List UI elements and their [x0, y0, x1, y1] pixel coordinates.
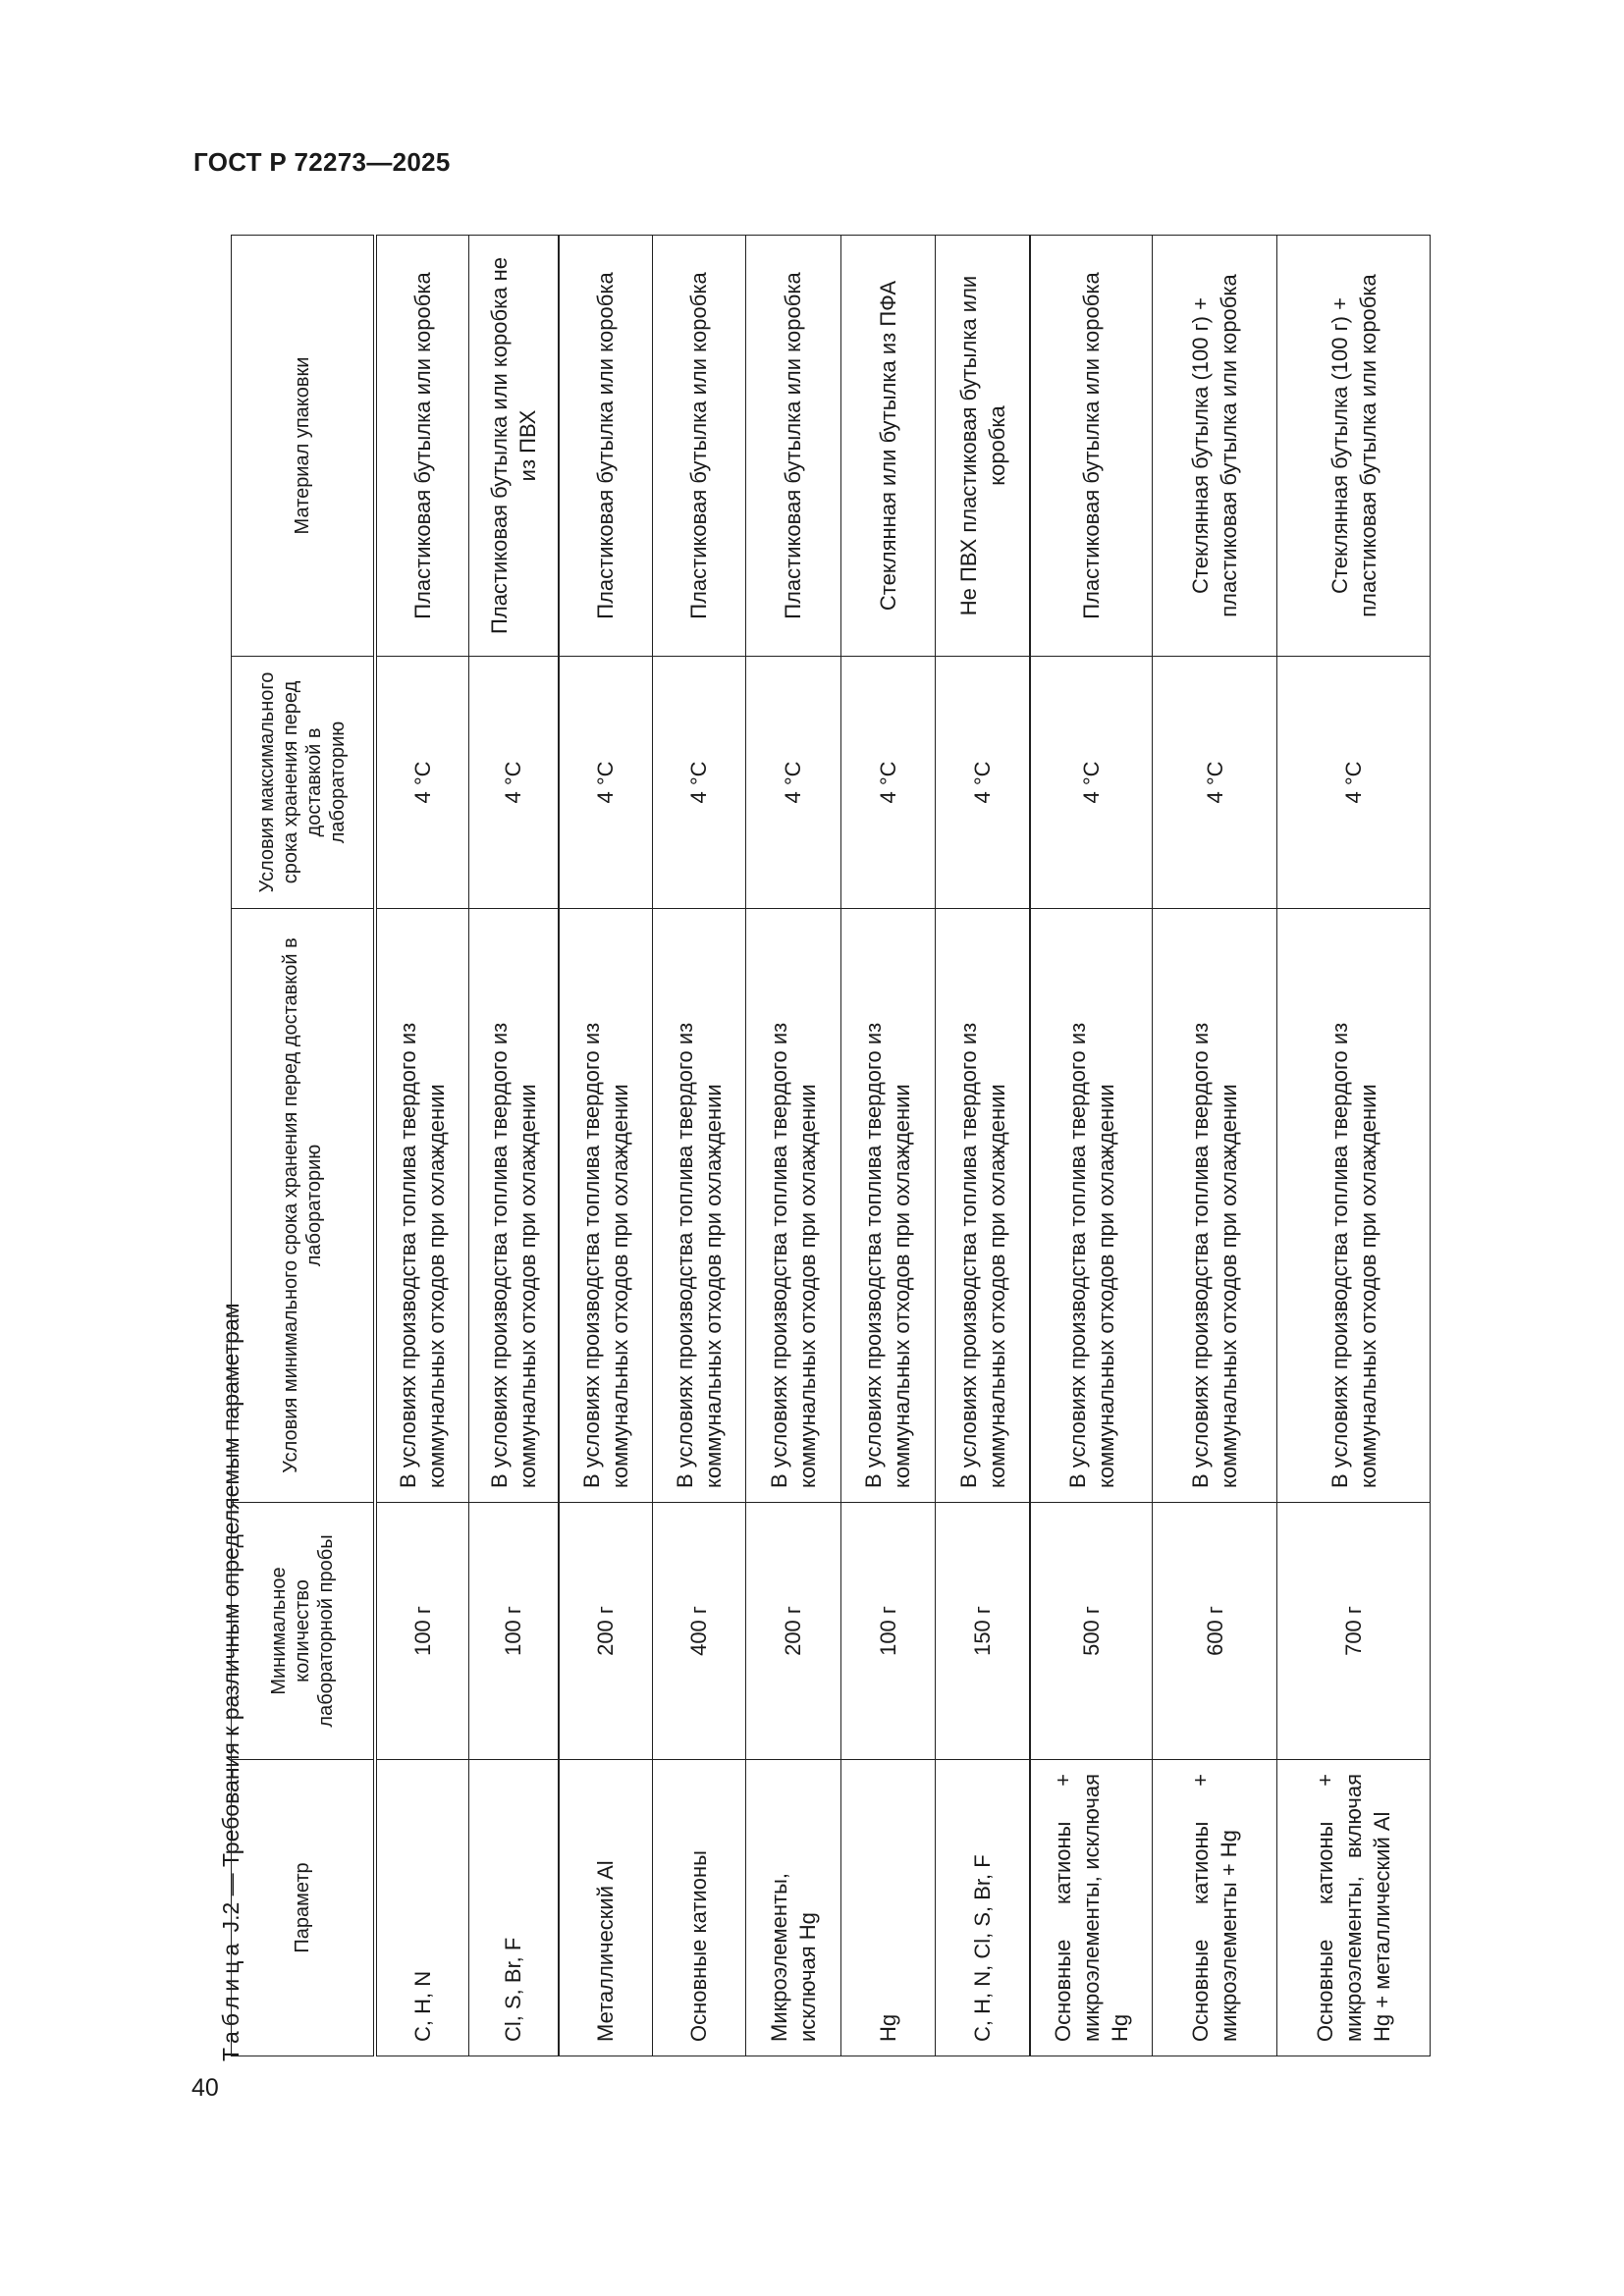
caption-number: J.2	[218, 1901, 244, 1933]
column-header-packaging: Материал упаковки	[232, 236, 375, 657]
column-header-min-storage: Условия минимального срока хранения перед доставкой в лабораторию	[232, 909, 375, 1503]
table-row	[746, 236, 841, 2056]
cell-min-quantity: 700 г	[1277, 1503, 1431, 1760]
table-row	[1277, 236, 1431, 2056]
cell-min-storage: В условиях производства топлива твердого из коммунальных отходов при охлаждении	[375, 909, 469, 1503]
cell-min-quantity: 100 г	[375, 1503, 469, 1760]
cell-parameter: C, H, N, Cl, S, Br, F	[936, 1760, 1031, 2056]
cell-packaging: Пластиковая бутылка или коробка	[746, 236, 841, 657]
cell-parameter: Основные катионы + микроэлементы, исключая Hg	[1030, 1760, 1153, 2056]
table-row	[468, 236, 559, 2056]
cell-packaging: Стеклянная бутылка (100 г) + пластиковая бутылка или коробка	[1153, 236, 1277, 657]
cell-max-storage: 4 °С	[375, 657, 469, 909]
cell-min-quantity: 400 г	[652, 1503, 746, 1760]
cell-min-quantity: 100 г	[468, 1503, 559, 1760]
cell-max-storage: 4 °С	[652, 657, 746, 909]
table-body	[375, 236, 1431, 2056]
cell-packaging: Пластиковая бутылка или коробка не из ПВХ	[468, 236, 559, 657]
cell-min-storage: В условиях производства топлива твердого из коммунальных отходов при охлаждении	[652, 909, 746, 1503]
table-header-row	[232, 236, 375, 2056]
caption-dash: —	[218, 1873, 244, 1896]
table-row	[840, 236, 936, 2056]
cell-min-storage: В условиях производства топлива твердого из коммунальных отходов при охлаждении	[936, 909, 1031, 1503]
table-row	[1153, 236, 1277, 2056]
cell-packaging: Пластиковая бутылка или коробка	[559, 236, 653, 657]
cell-min-storage: В условиях производства топлива твердого из коммунальных отходов при охлаждении	[1277, 909, 1431, 1503]
cell-parameter: Металлический Al	[559, 1760, 653, 2056]
cell-min-storage: В условиях производства топлива твердого из коммунальных отходов при охлаждении	[559, 909, 653, 1503]
cell-min-quantity: 600 г	[1153, 1503, 1277, 1760]
cell-min-quantity: 200 г	[746, 1503, 841, 1760]
cell-max-storage: 4 °С	[468, 657, 559, 909]
page-number: 40	[191, 2074, 219, 2102]
requirements-table-wrapper	[231, 236, 1431, 2056]
cell-parameter: Основные катионы	[652, 1760, 746, 2056]
requirements-table	[231, 235, 1431, 2056]
cell-min-storage: В условиях производства топлива твердого из коммунальных отходов при охлаждении	[1030, 909, 1153, 1503]
table-row	[936, 236, 1031, 2056]
cell-min-quantity: 500 г	[1030, 1503, 1153, 1760]
document-header: ГОСТ Р 72273—2025	[193, 147, 451, 177]
cell-max-storage: 4 °С	[936, 657, 1031, 909]
cell-packaging: Пластиковая бутылка или коробка	[1030, 236, 1153, 657]
cell-min-storage: В условиях производства топлива твердого из коммунальных отходов при охлаждении	[468, 909, 559, 1503]
cell-packaging: Стеклянная бутылка (100 г) + пластиковая бутылка или коробка	[1277, 236, 1431, 657]
cell-parameter: Основные катионы + микроэлементы + Hg	[1153, 1760, 1277, 2056]
caption-title: Требования к различным определяемым параметрам	[218, 1303, 244, 1867]
cell-packaging: Пластиковая бутылка или коробка	[375, 236, 469, 657]
cell-max-storage: 4 °С	[1030, 657, 1153, 909]
cell-packaging: Не ПВХ пластиковая бутылка или коробка	[936, 236, 1031, 657]
cell-max-storage: 4 °С	[559, 657, 653, 909]
cell-min-storage: В условиях производства топлива твердого из коммунальных отходов при охлаждении	[840, 909, 936, 1503]
cell-packaging: Пластиковая бутылка или коробка	[652, 236, 746, 657]
column-header-min-quantity: Минимальное количество лабораторной пробы	[232, 1503, 375, 1760]
cell-max-storage: 4 °С	[840, 657, 936, 909]
cell-parameter: Основные катионы + микроэлементы, включая Hg + металлический Al	[1277, 1760, 1431, 2056]
column-header-parameter: Параметр	[232, 1760, 375, 2056]
cell-min-quantity: 150 г	[936, 1503, 1031, 1760]
cell-min-storage: В условиях производства топлива твердого из коммунальных отходов при охлаждении	[746, 909, 841, 1503]
cell-parameter: C, H, N	[375, 1760, 469, 2056]
table-row	[375, 236, 469, 2056]
cell-parameter: Hg	[840, 1760, 936, 2056]
table-row	[1030, 236, 1153, 2056]
table-row	[559, 236, 653, 2056]
cell-packaging: Стеклянная или бутылка из ПФА	[840, 236, 936, 657]
table-row	[652, 236, 746, 2056]
caption-label: Таблица	[218, 1938, 244, 2061]
cell-max-storage: 4 °С	[746, 657, 841, 909]
cell-parameter: Cl, S, Br, F	[468, 1760, 559, 2056]
cell-min-quantity: 200 г	[559, 1503, 653, 1760]
cell-parameter: Микроэлементы, исключая Hg	[746, 1760, 841, 2056]
column-header-max-storage: Условия максимального срока хранения перед доставкой в лабораторию	[232, 657, 375, 909]
cell-max-storage: 4 °С	[1153, 657, 1277, 909]
cell-min-quantity: 100 г	[840, 1503, 936, 1760]
cell-min-storage: В условиях производства топлива твердого из коммунальных отходов при охлаждении	[1153, 909, 1277, 1503]
cell-max-storage: 4 °С	[1277, 657, 1431, 909]
